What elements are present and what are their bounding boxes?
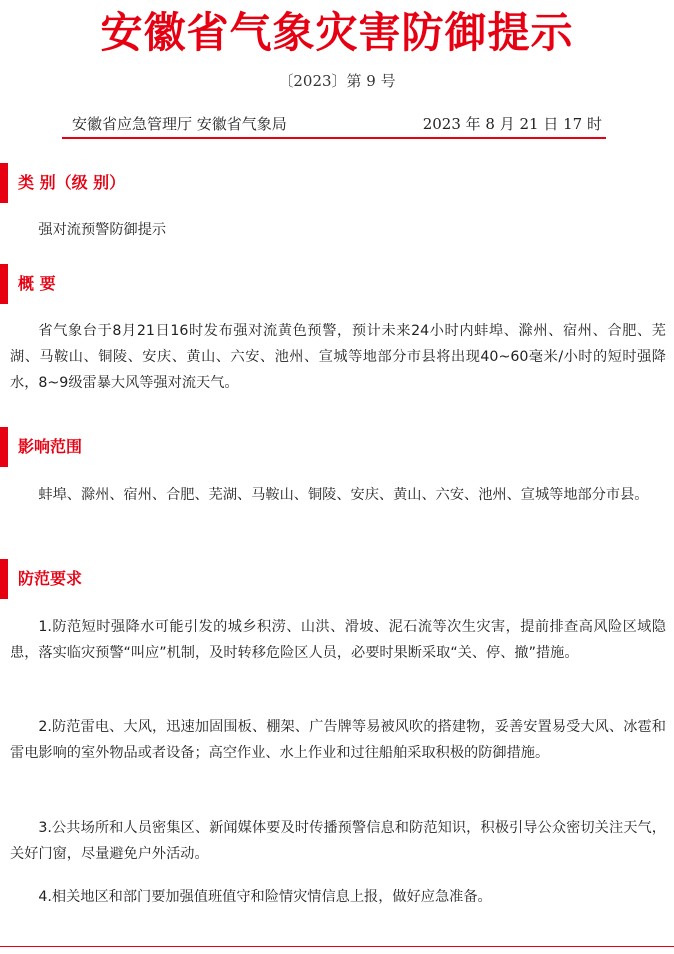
precaution-item-4: 4.相关地区和部门要加强值班值守和险情灾情信息上报，做好应急准备。 (38, 889, 492, 905)
section-title: 类 别（级 别） (18, 173, 126, 192)
summary-text: 省气象台于8月21日16时发布强对流黄色预警，预计未来24小时内蚌埠、滁州、宿州、合肥、芜湖、马鞍山、铜陵、安庆、黄山、六安、池州、宣城等地部分市县将出现40~60毫米/小时的短时强降水，8~9级雷暴大风等强对流天气。 (10, 323, 666, 391)
document-title: 安徽省气象灾害防御提示 (100, 8, 574, 57)
section-header-summary (0, 264, 674, 304)
section-header-precautions (0, 559, 674, 599)
section-marker (0, 163, 8, 203)
affected-area-text: 蚌埠、滁州、宿州、合肥、芜湖、马鞍山、铜陵、安庆、黄山、六安、池州、宣城等地部分市县。 (38, 487, 649, 503)
issuing-agencies: 安徽省应急管理厅 安徽省气象局 (72, 115, 287, 133)
precaution-item-2: 2.防范雷电、大风，迅速加固围板、棚架、广告牌等易被风吹的搭建物，妥善安置易受大风、冰雹和雷电影响的室外物品或者设备；高空作业、水上作业和过往船舶采取积极的防御措施。 (10, 719, 666, 761)
section-marker (0, 264, 8, 304)
section-marker (0, 559, 8, 599)
section-header-affected-area (0, 427, 674, 467)
section-title: 概 要 (18, 274, 56, 293)
footer-divider (0, 946, 674, 947)
header-divider (62, 137, 606, 139)
precaution-item-3: 3.公共场所和人员密集区、新闻媒体要及时传播预警信息和防范知识，积极引导公众密切关注天气，关好门窗，尽量避免户外活动。 (10, 820, 666, 862)
section-title: 影响范围 (18, 437, 83, 456)
category-text: 强对流预警防御提示 (38, 222, 167, 238)
issue-time: 2023 年 8 月 21 日 17 时 (422, 115, 602, 133)
section-header-category (0, 163, 674, 203)
document-number: 〔2023〕第 9 号 (278, 72, 396, 90)
precaution-item-1: 1.防范短时强降水可能引发的城乡积涝、山洪、滑坡、泥石流等次生灾害，提前排查高风险区域隐患，落实临灾预警“叫应”机制，及时转移危险区人员，必要时果断采取“关、停、撤”措施。 (10, 619, 666, 661)
section-marker (0, 427, 8, 467)
section-title: 防范要求 (18, 569, 83, 588)
